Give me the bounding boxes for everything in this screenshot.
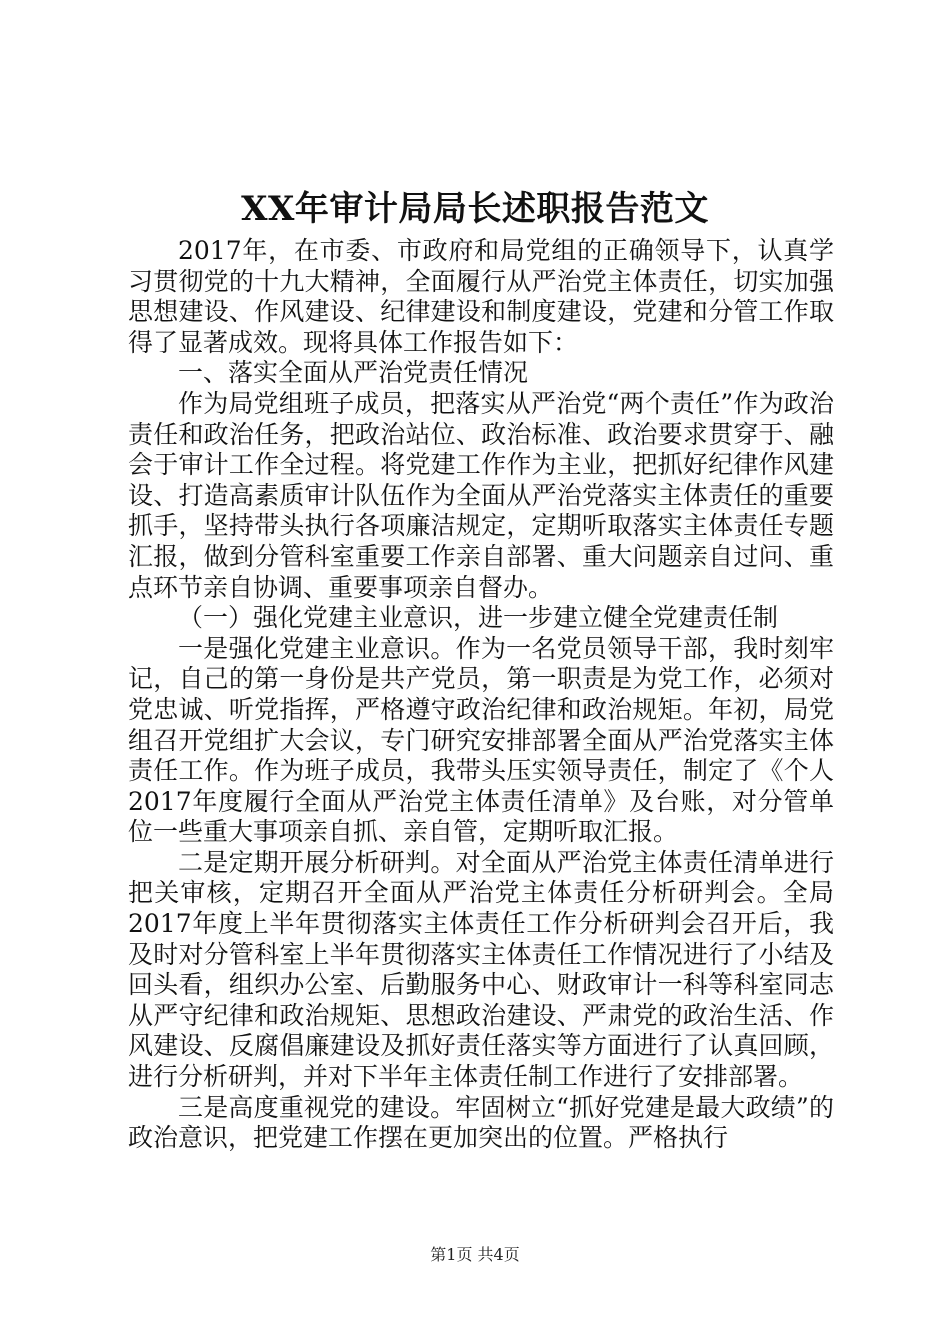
paragraph-point-1: 一是强化党建主业意识。作为一名党员领导干部，我时刻牢记，自己的第一身份是共产党员，第一职责是为党工作，必须对党忠诚、听党指挥，严格遵守政治纪律和政治规矩。年初，局党组召开党组扩大会议，专门研究安排部署全面从严治党落实主体责任工作。作为班子成员，我带头压实领导责任，制定了《个人2017年度履行全面从严治党主体责任清单》及台账，对分管单位一些重大事项亲自抓、亲自管，定期听取汇报。 — [128, 633, 834, 847]
page-footer: 第1页 共4页 — [430, 1245, 520, 1264]
paragraph-point-3: 三是高度重视党的建设。牢固树立“抓好党建是最大政绩”的政治意识，把党建工作摆在更加突出的位置。严格执行 — [128, 1092, 834, 1153]
paragraph-point-2: 二是定期开展分析研判。对全面从严治党主体责任清单进行把关审核，定期召开全面从严治党主体责任分析研判会。全局2017年度上半年贯彻落实主体责任工作分析研判会召开后，我及时对分管科室上半年贯彻落实主体责任工作情况进行了小结及回头看，组织办公室、后勤服务中心、财政审计一科等科室同志从严守纪律和政治规矩、思想政治建设、严肃党的政治生活、作风建设、反腐倡廉建设及抓好责任落实等方面进行了认真回顾，进行分析研判，并对下半年主体责任制工作进行了安排部署。 — [128, 847, 834, 1092]
subsection-heading-1: （一）强化党建主业意识，进一步建立健全党建责任制 — [178, 603, 779, 633]
document-body — [128, 236, 834, 1154]
paragraph-intro: 2017年，在市委、市政府和局党组的正确领导下，认真学习贯彻党的十九大精神，全面履行从严治党主体责任，切实加强思想建设、作风建设、纪律建设和制度建设，党建和分管工作取得了显著成效。现将具体工作报告如下： — [128, 236, 834, 357]
paragraph-responsibility: 作为局党组班子成员，把落实从严治党“两个责任”作为政治责任和政治任务，把政治站位、政治标准、政治要求贯穿于、融会于审计工作全过程。将党建工作作为主业，把抓好纪律作风建设、打造高素质审计队伍作为全面从严治党落实主体责任的重要抓手，坚持带头执行各项廉洁规定，定期听取落实主体责任专题汇报，做到分管科室重要工作亲自部署、重大问题亲自过问、重点环节亲自协调、重要事项亲自督办。 — [128, 388, 834, 602]
document-title: XX年审计局局长述职报告范文 — [241, 189, 709, 229]
section-heading-1: 一、落实全面从严治党责任情况 — [178, 358, 529, 388]
